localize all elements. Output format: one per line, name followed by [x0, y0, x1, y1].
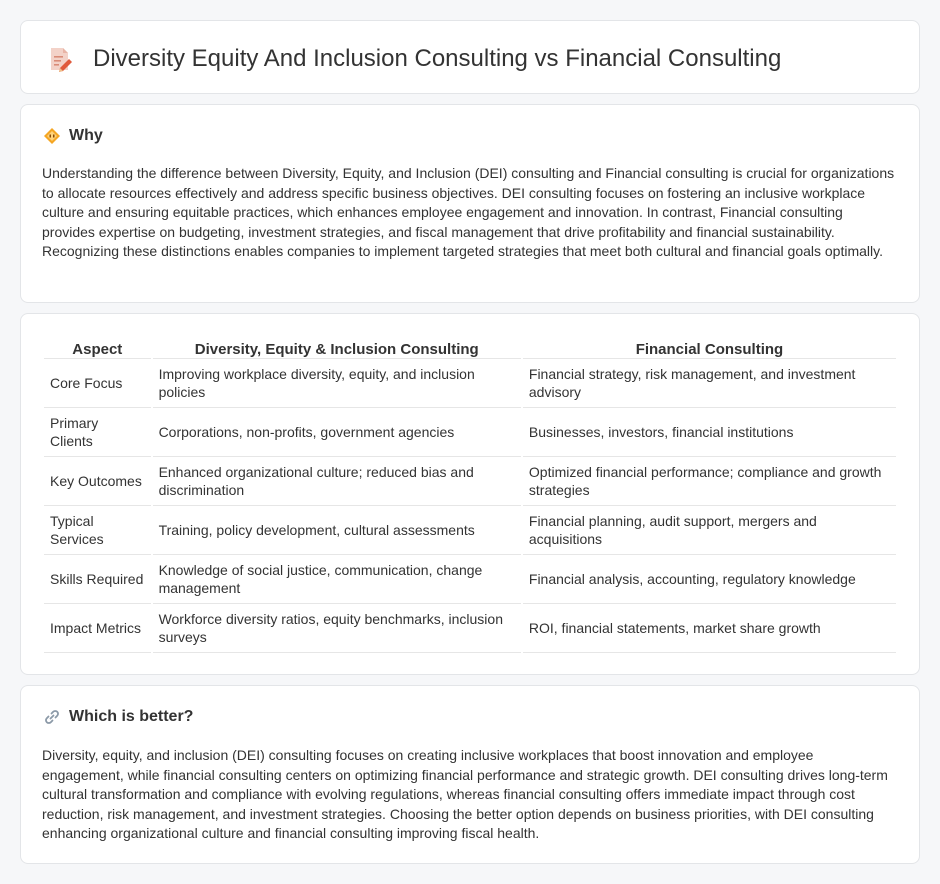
row-aspect: Impact Metrics	[44, 604, 151, 653]
header-aspect: Aspect	[44, 337, 151, 359]
document-pencil-icon	[45, 45, 73, 73]
row-financial-value: Businesses, investors, financial institutions	[523, 408, 896, 457]
better-title: Which is better?	[69, 708, 194, 725]
link-icon	[43, 708, 61, 726]
table-row	[44, 555, 896, 604]
better-heading	[43, 708, 193, 726]
why-text: Understanding the difference between Diversity, Equity, and Inclusion (DEI) consulting and Financial consulting is crucial for organizations to allocate resources effectively and address specific business objectives. DEI consulting focuses on fostering an inclusive workplace culture and ensuring equitable practices, which enhances employee engagement and innovation. In contrast, Financial consulting provides expertise on budgeting, investment strategies, and fiscal management that drive profitability and financial sustainability. Recognizing these distinctions enables companies to implement targeted strategies that meet both cultural and financial goals optimally.	[42, 165, 895, 260]
table-row	[44, 408, 896, 457]
row-financial-value: Optimized financial performance; compliance and growth strategies	[523, 457, 896, 506]
row-dei-value: Workforce diversity ratios, equity benchmarks, inclusion surveys	[153, 604, 521, 653]
row-financial-value: Financial strategy, risk management, and investment advisory	[523, 359, 896, 408]
diamond-icon	[43, 127, 61, 145]
row-financial-value: Financial planning, audit support, mergers and acquisitions	[523, 506, 896, 555]
why-heading	[43, 127, 103, 145]
row-aspect: Skills Required	[44, 555, 151, 604]
row-dei-value: Knowledge of social justice, communication, change management	[153, 555, 521, 604]
better-text: Diversity, equity, and inclusion (DEI) consulting focuses on creating inclusive workplaces that boost innovation and employee engagement, while financial consulting centers on optimizing financial performance and strategic growth. DEI consulting drives long-term cultural transformation and compliance with evolving regulations, whereas financial consulting offers immediate impact through cost reduction, risk management, and investment strategies. Choosing the better option depends on business priorities, with DEI consulting enhancing organizational culture and financial consulting improving fiscal health.	[42, 747, 888, 842]
table-row	[44, 506, 896, 555]
row-aspect: Primary Clients	[44, 408, 151, 457]
row-dei-value: Training, policy development, cultural assessments	[153, 506, 521, 555]
row-dei-value: Corporations, non-profits, government agencies	[153, 408, 521, 457]
row-dei-value: Improving workplace diversity, equity, and inclusion policies	[153, 359, 521, 408]
row-dei-value: Enhanced organizational culture; reduced bias and discrimination	[153, 457, 521, 506]
comparison-section	[20, 313, 920, 675]
table-row	[44, 359, 896, 408]
row-aspect: Core Focus	[44, 359, 151, 408]
table-header-row	[44, 337, 896, 359]
row-financial-value: ROI, financial statements, market share growth	[523, 604, 896, 653]
why-section	[20, 104, 920, 303]
page-title: Diversity Equity And Inclusion Consulting vs Financial Consulting	[93, 45, 782, 72]
row-financial-value: Financial analysis, accounting, regulatory knowledge	[523, 555, 896, 604]
header-dei: Diversity, Equity & Inclusion Consulting	[153, 337, 521, 359]
why-title: Why	[69, 127, 103, 144]
title-card	[20, 20, 920, 94]
header-financial: Financial Consulting	[523, 337, 896, 359]
better-section	[20, 685, 920, 864]
title-row	[45, 41, 781, 77]
table-row	[44, 604, 896, 653]
row-aspect: Key Outcomes	[44, 457, 151, 506]
table-row	[44, 457, 896, 506]
row-aspect: Typical Services	[44, 506, 151, 555]
comparison-table	[42, 337, 898, 653]
